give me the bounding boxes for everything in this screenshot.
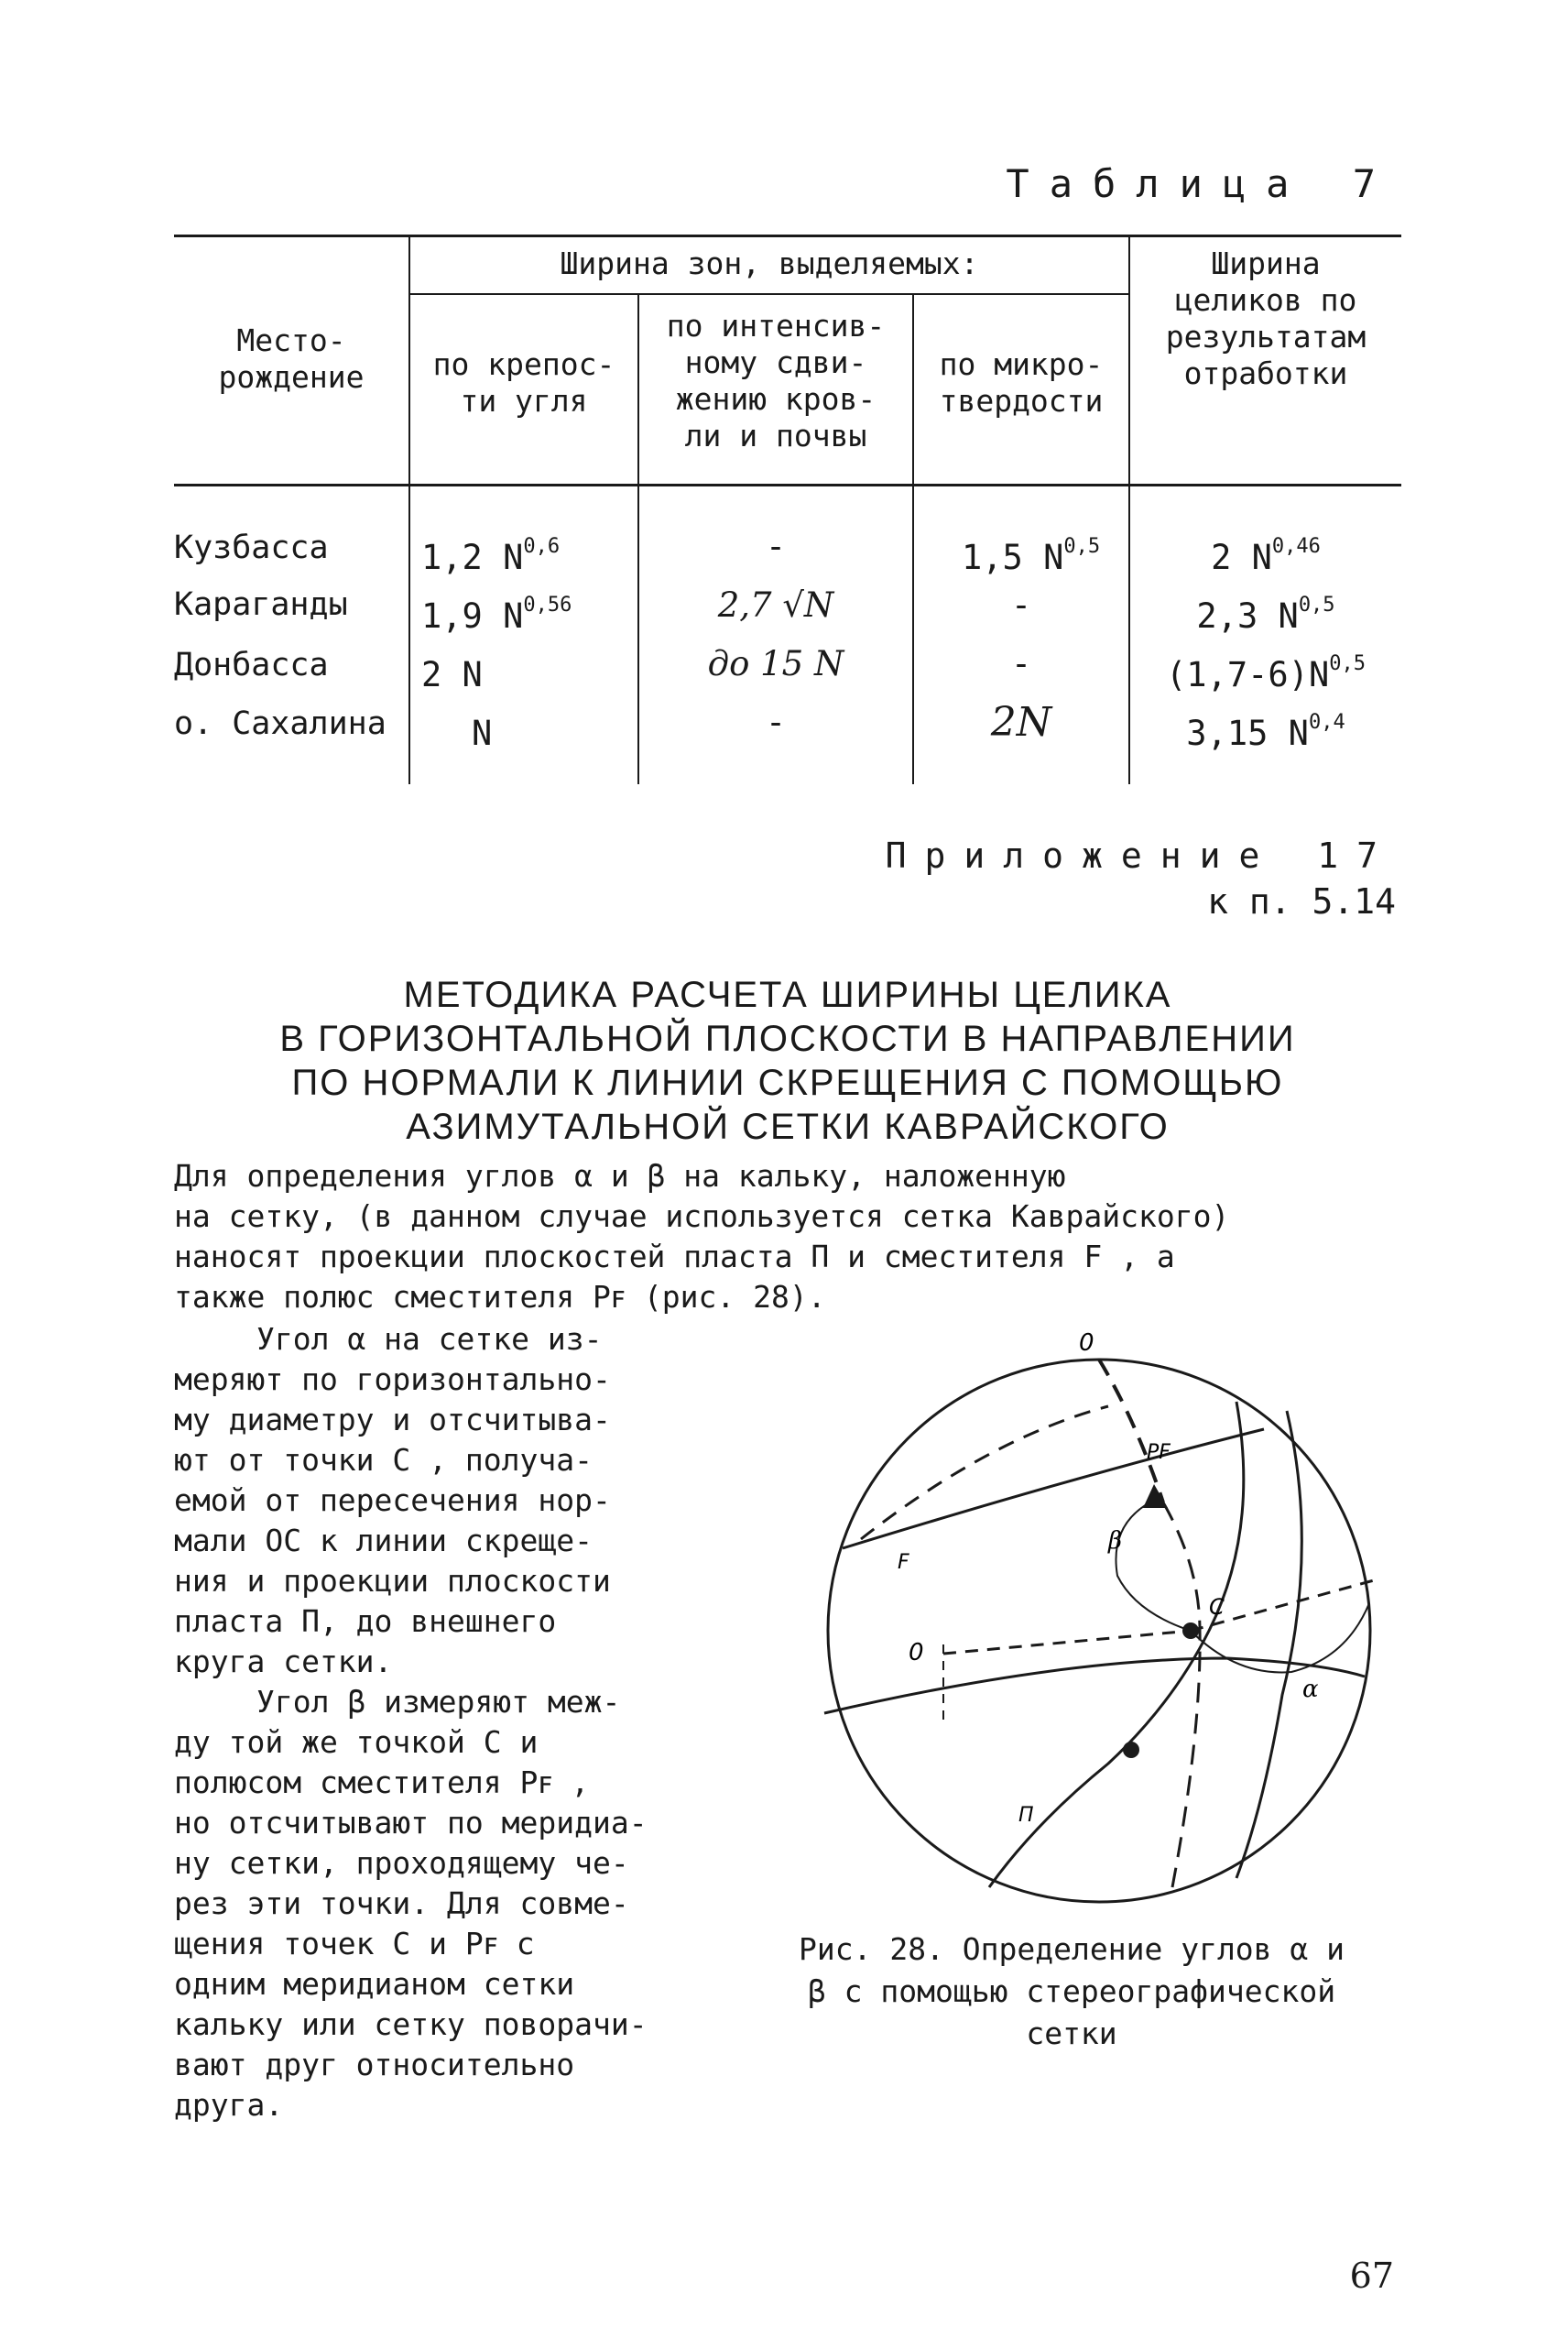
net-outer-circle <box>828 1360 1370 1902</box>
net-arc-dashed <box>861 1406 1108 1539</box>
cell-shift: - <box>765 527 787 566</box>
label-beta: β <box>1108 1527 1123 1555</box>
net-meridian <box>1236 1411 1301 1878</box>
cell-micro: 2N <box>990 699 1052 746</box>
cell-pillar: $(1,7-6)N^{0,5}$ <box>1166 652 1366 694</box>
label-F: F <box>898 1551 909 1574</box>
label-left-0: 0 <box>909 1639 924 1666</box>
appendix-reference: к п. 5.14 <box>1207 881 1396 922</box>
cell-pillar: 2,3 N$^{0,5}$ <box>1196 594 1335 636</box>
row-name: Кузбасса <box>174 530 329 566</box>
normal-OC <box>943 1631 1191 1654</box>
cell-shift: до 15 N <box>707 644 844 683</box>
net-meridian-dashed <box>1099 1360 1163 1502</box>
table-caption: Таблица 7 <box>1006 161 1396 206</box>
table-group-rule <box>408 293 1128 295</box>
label-alpha: α <box>1302 1676 1319 1703</box>
body-paragraph: Угол α на сетке из- меряют по горизонтально- му диаметру и отсчитыва- ют от точки C , получа- емой от пересечения нор- мали OC к линии скреще- ния и проекции плоскости пласта П, до внешнего круга сетки. Угол β измеряют меж- ду той же точкой C и полюсом сместителя Pꜰ , но отсчитывают по меридиа- ну сетки, проходящему че- рез эти точки. Для совме- щения точек C и Pꜰ с одним меридианом сетки кальку или сетку поворачи- вают друг относительно друга. <box>174 1321 648 2123</box>
cell-strength: 1,2 N$^{0,6}$ <box>421 535 561 577</box>
table-header-rule <box>174 484 1401 486</box>
stereographic-net-figure <box>806 1328 1392 1915</box>
table-top-rule <box>174 235 1401 237</box>
figure-caption: Рис. 28. Определение углов α и β с помощью стереографической сетки <box>798 1931 1345 2051</box>
header-zone-width: Ширина зон, выделяемых: <box>560 246 979 281</box>
header-strength: по крепос- ти угля <box>432 346 615 419</box>
section-title: МЕТОДИКА РАСЧЕТА ШИРИНЫ ЦЕЛИКА В ГОРИЗОНТАЛЬНОЙ ПЛОСКОСТИ В НАПРАВЛЕНИИ ПО НОРМАЛИ К ЛИНИИ СКРЕЩЕНИЯ С ПОМОЩЬЮ АЗИМУТАЛЬНОЙ СЕТКИ КАВРАЙСКОГО <box>279 975 1296 1147</box>
beta-arc <box>1116 1498 1191 1631</box>
label-C: C <box>1209 1594 1225 1620</box>
fault-plane-F <box>843 1429 1264 1548</box>
cell-micro: - <box>1010 585 1032 625</box>
cell-micro: 1,5 N$^{0,5}$ <box>962 535 1101 577</box>
page-number: 67 <box>1349 2256 1394 2296</box>
header-deposit: Место- рождение <box>218 322 365 395</box>
row-name: Караганды <box>174 586 348 623</box>
label-top-0: 0 <box>1079 1329 1094 1357</box>
cell-shift: - <box>765 703 787 742</box>
label-PF: PF <box>1147 1441 1171 1464</box>
row-name: о. Сахалина <box>174 705 387 742</box>
cell-pillar: 2 N$^{0,46}$ <box>1211 535 1321 577</box>
data-table <box>174 235 1401 784</box>
intersection-point-marker <box>1123 1742 1139 1758</box>
intro-paragraph: Для определения углов α и β на кальку, наложенную на сетку, (в данном случае используется сетка Каврайского) наносят проекции плоскостей пласта П и сместителя F , а также полюс сместителя Pꜰ (рис. 28). <box>174 1158 1230 1315</box>
label-P: П <box>1018 1804 1034 1827</box>
cell-strength: 2 N <box>421 655 483 694</box>
table-col-divider <box>408 235 410 784</box>
header-microhardness: по микро- твердости <box>939 346 1104 419</box>
header-shift: по интенсив- ному сдви- жению кров- ли и почвы <box>666 308 886 453</box>
cell-strength: 1,9 N$^{0,56}$ <box>421 594 572 636</box>
cell-pillar: 3,15 N$^{0,4}$ <box>1186 711 1345 753</box>
header-pillar-width: Ширина целиков по результатам отработки <box>1165 246 1367 391</box>
pole-PF-marker <box>1143 1484 1168 1508</box>
cell-micro: - <box>1010 644 1032 683</box>
cell-strength: N <box>472 714 493 753</box>
point-C-marker <box>1182 1622 1199 1639</box>
row-name: Донбасса <box>174 647 329 683</box>
appendix-label: Приложение 17 <box>885 836 1396 876</box>
cell-shift: 2,7 √N <box>717 585 834 625</box>
